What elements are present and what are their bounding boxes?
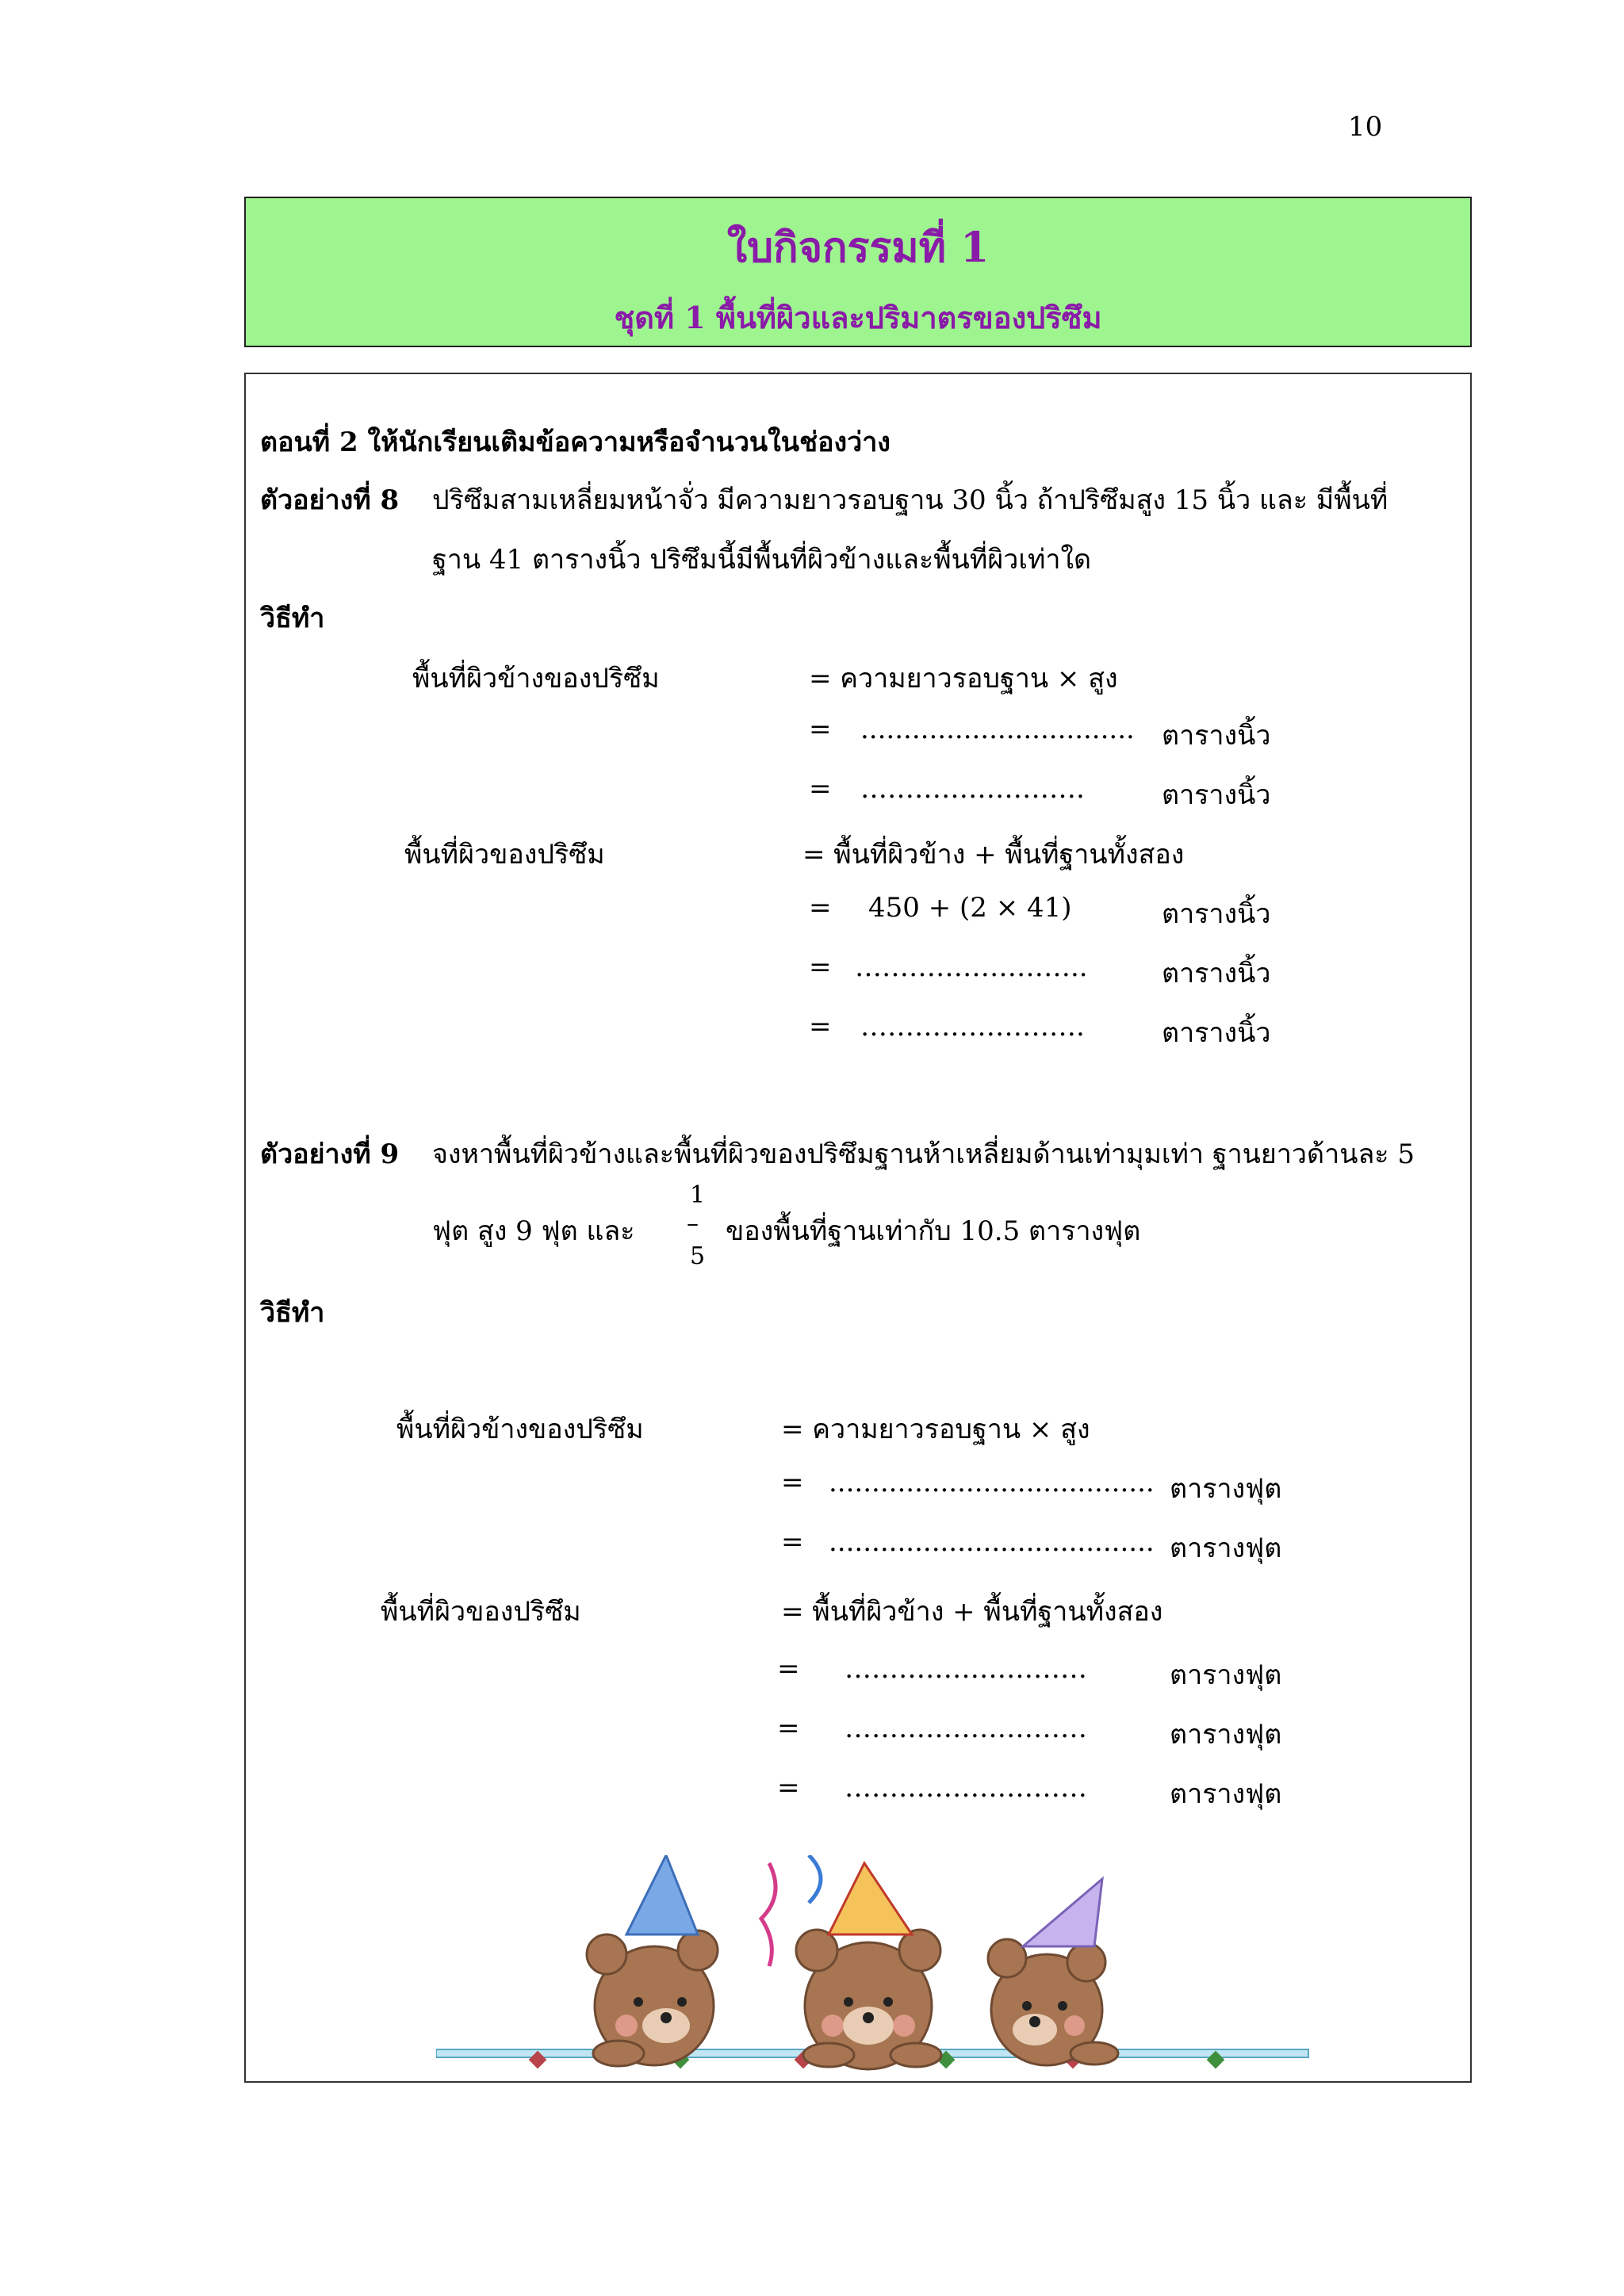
ex9-lateral-formula: = ความยาวรอบฐาน × สูง xyxy=(781,1414,1090,1445)
ex9-blank-4: ……………………… xyxy=(845,1712,1087,1744)
ex8-lateral-formula: = ความยาวรอบฐาน × สูง xyxy=(809,663,1118,695)
ex8-eq-5: = xyxy=(809,1011,832,1043)
ex9-lateral-label: พื้นที่ผิวข้างของปริซึม xyxy=(396,1414,644,1445)
ex9-unit-4: ตารางฟุต xyxy=(1170,1719,1282,1751)
ex9-unit-5: ตารางฟุต xyxy=(1170,1778,1282,1810)
ex8-unit-1: ตารางนิ้ว xyxy=(1162,720,1271,752)
bear-middle xyxy=(761,1855,941,2069)
ex8-eq-3: = xyxy=(809,892,832,924)
ex8-unit-3: ตารางนิ้ว xyxy=(1162,898,1271,930)
fraction-numerator: 1 xyxy=(690,1181,706,1209)
ex8-blank-1: ................................ xyxy=(860,714,1135,745)
fraction-denominator: 5 xyxy=(690,1242,706,1270)
example-9-method: วิธีทำ xyxy=(260,1297,325,1329)
activity-header xyxy=(244,197,1472,347)
example-9-problem-line2a: ฟุต สูง 9 ฟุต และ xyxy=(432,1215,635,1247)
bear-right xyxy=(988,1879,1118,2065)
activity-title: ใบกิจกรรมที่ 1 xyxy=(726,224,990,272)
example-9-problem-line1: จงหาพื้นที่ผิวข้างและพื้นที่ผิวของปริซึมฐานห้าเหลี่ยมด้านเท่ามุมเท่า ฐานยาวด้านละ 5 xyxy=(432,1138,1415,1170)
ex9-unit-1: ตารางฟุต xyxy=(1170,1473,1282,1505)
example-8-method: วิธีทำ xyxy=(260,603,325,634)
ex9-eq-2: = xyxy=(781,1526,804,1558)
ex8-unit-2: ตารางนิ้ว xyxy=(1162,779,1271,811)
page-number: 10 xyxy=(1348,111,1383,143)
ex8-surface-formula: = พื้นที่ผิวข้าง + พื้นที่ฐานทั้งสอง xyxy=(802,839,1185,871)
ex9-blank-3: ……………………… xyxy=(845,1653,1087,1685)
ex9-eq-4: = xyxy=(777,1712,800,1744)
ex9-eq-3: = xyxy=(777,1653,800,1685)
example-8-problem-line2: ฐาน 41 ตารางนิ้ว ปริซึมนี้มีพื้นที่ผิวข้างและพื้นที่ผิวเท่าใด xyxy=(432,544,1092,576)
ex9-surface-label: พื้นที่ผิวของปริซึม xyxy=(381,1596,581,1628)
fraction-dash: – xyxy=(687,1210,699,1238)
ex9-blank-1: ...................................... xyxy=(829,1467,1155,1498)
ex9-eq-1: = xyxy=(781,1467,804,1498)
ex8-lateral-label: พื้นที่ผิวข้างของปริซึม xyxy=(412,663,660,695)
bear-left xyxy=(587,1855,718,2066)
ex9-unit-3: ตารางฟุต xyxy=(1170,1659,1282,1691)
ex9-blank-2: ...................................... xyxy=(829,1526,1155,1558)
ex8-eq-4: = xyxy=(809,951,832,983)
ex8-eq-1: = xyxy=(809,714,832,745)
ex9-unit-2: ตารางฟุต xyxy=(1170,1533,1282,1564)
ex8-blank-4: ……………………. xyxy=(860,1011,1085,1043)
example-9-label: ตัวอย่างที่ 9 xyxy=(260,1138,400,1170)
ex8-eq-2: = xyxy=(809,773,832,805)
example-8-problem-line1: ปริซึมสามเหลี่ยมหน้าจั่ว มีความยาวรอบฐาน 30 นิ้ว ถ้าปริซึมสูง 15 นิ้ว และ มีพื้นที่ xyxy=(432,484,1388,516)
activity-subtitle: ชุดที่ 1 พื้นที่ผิวและปริมาตรของปริซึม xyxy=(614,300,1102,335)
example-8-label: ตัวอย่างที่ 8 xyxy=(260,484,400,516)
ex8-surface-label: พื้นที่ผิวของปริซึม xyxy=(404,839,605,871)
ex9-surface-formula: = พื้นที่ผิวข้าง + พื้นที่ฐานทั้งสอง xyxy=(781,1596,1163,1628)
ex8-unit-5: ตารางนิ้ว xyxy=(1162,1017,1271,1049)
ex9-blank-5: ……………………… xyxy=(845,1772,1087,1804)
ex8-blank-3: …………………….. xyxy=(855,951,1088,983)
ex9-eq-5: = xyxy=(777,1772,800,1804)
ex8-blank-2: ……………………. xyxy=(860,773,1085,805)
party-bears-illustration xyxy=(436,1855,1316,2085)
section-instruction: ตอนที่ 2 ให้นักเรียนเติมข้อความหรือจำนวนในช่องว่าง xyxy=(260,427,891,458)
example-9-problem-line2b: ของพื้นที่ฐานเท่ากับ 10.5 ตารางฟุต xyxy=(726,1215,1141,1247)
ex8-surface-value: 450 + (2 × 41) xyxy=(868,892,1072,924)
ex8-unit-4: ตารางนิ้ว xyxy=(1162,958,1271,989)
